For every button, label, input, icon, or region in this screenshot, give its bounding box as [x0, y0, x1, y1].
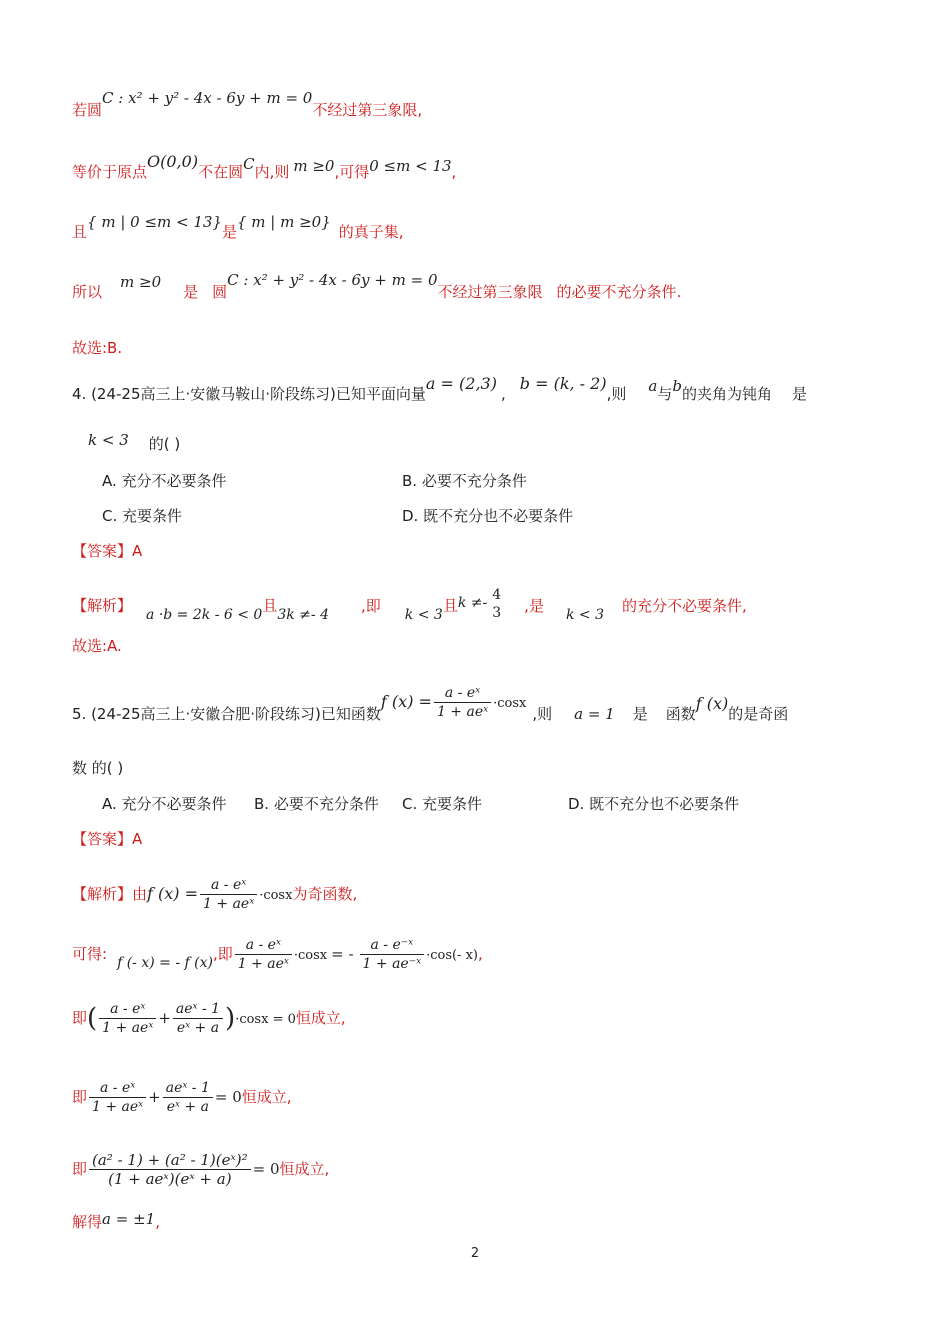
- text: 可得:: [72, 945, 108, 963]
- answer-4: 【答案】A: [72, 542, 143, 560]
- text: ,可得: [334, 163, 370, 181]
- circle-name: C: [243, 155, 255, 173]
- analysis-5-step-2: [72, 936, 483, 973]
- analysis-5-step-1: [72, 876, 357, 913]
- text: 是: [183, 283, 199, 301]
- option-a[interactable]: A. 充分不必要条件: [102, 795, 227, 813]
- condition: 3k ≠- 4: [277, 606, 330, 623]
- text: 即: [72, 1088, 88, 1106]
- text: 内,则: [254, 163, 290, 181]
- text: 4. (24-25高三上·安徽马鞍山·阶段练习)已知平面向量: [72, 385, 426, 403]
- analysis-5-step-4: 即 $\frac{\text{a - eˣ}}{\text{1 + aeˣ}}$ + $\frac{\text{aeˣ - 1}}{\text{eˣ + a}}$ = 0恒成立,: [72, 1080, 292, 1115]
- circle-equation: C : x² + y² - 4x - 6y + m = 0: [227, 271, 438, 289]
- function-fraction: $\frac{\text{a - eˣ}}{\text{1 + aeˣ}}$: [434, 684, 491, 721]
- text: 是: [632, 705, 648, 723]
- text: 是: [221, 223, 237, 241]
- inequality: k < 3: [88, 431, 129, 449]
- left-paren: (: [87, 1003, 98, 1034]
- text: 与: [657, 385, 673, 403]
- text: 不在圆: [198, 163, 244, 181]
- text: ,: [155, 1213, 160, 1231]
- analysis-5-step-6: [72, 1212, 160, 1232]
- option-d[interactable]: D. 既不充分也不必要条件: [402, 507, 574, 525]
- vector-a: a = (2,3): [425, 374, 497, 393]
- text: ,即: [361, 596, 381, 615]
- option-c[interactable]: C. 充要条件: [102, 507, 183, 525]
- right-paren: ): [225, 1003, 236, 1034]
- fraction-left: $\frac{\text{a - eˣ}}{\text{1 + aeˣ}}$: [235, 936, 292, 973]
- text: 等价于原点: [72, 163, 148, 181]
- inequality: k ≠-: [457, 594, 488, 611]
- inequality: m ≥0: [293, 157, 335, 175]
- text: 且: [262, 596, 278, 615]
- fraction-1: $\frac{\text{a - eˣ}}{\text{1 + aeˣ}}$: [99, 1000, 156, 1037]
- fraction-2: $\frac{\text{aeˣ - 1}}{\text{eˣ + a}}$: [173, 1000, 223, 1037]
- function-ref: f (x): [695, 694, 729, 713]
- text: 由: [132, 885, 148, 903]
- set-a: { m | 0 ≤m < 13}: [87, 213, 222, 231]
- var-a: a: [648, 377, 658, 395]
- text: 是: [791, 385, 807, 403]
- solution-value: a = ±1: [102, 1210, 156, 1228]
- analysis-5-step-5: [72, 1151, 329, 1188]
- question-5-stem: [72, 685, 789, 733]
- page-number: 2: [470, 1246, 480, 1261]
- text: 不经过第三象限: [437, 283, 543, 301]
- text: 的是奇函: [728, 705, 789, 723]
- function-name: f (x) =: [147, 884, 199, 903]
- range: 0 ≤m < 13: [369, 157, 452, 175]
- text: 的( ): [148, 435, 181, 453]
- option-c[interactable]: C. 充要条件: [402, 795, 483, 813]
- text: 若圆: [72, 101, 103, 119]
- option-a[interactable]: A. 充分不必要条件: [102, 472, 227, 490]
- set-b: { m | m ≥0}: [237, 213, 331, 231]
- text: 即: [72, 1009, 88, 1027]
- analysis-4: [72, 588, 747, 624]
- text: ,是: [524, 596, 544, 615]
- equals-minus: = -: [331, 945, 354, 963]
- dot-product: a ·b = 2k - 6 < 0: [146, 606, 263, 623]
- question-5-stem-cont: 数 的( ): [72, 759, 124, 777]
- fraction-2: $\frac{\text{aeˣ - 1}}{\text{eˣ + a}}$: [163, 1079, 213, 1116]
- value-a: a = 1: [574, 705, 615, 723]
- text: ,则: [532, 705, 553, 723]
- answer-5: 【答案】A: [72, 830, 143, 848]
- vector-b: b = (k, - 2): [519, 374, 607, 393]
- text: 解得: [72, 1213, 103, 1231]
- text: 圆: [212, 283, 228, 301]
- solution-line-origin: [72, 152, 457, 182]
- cos-term: ·cosx: [493, 696, 527, 711]
- question-4-stem: [72, 374, 807, 404]
- text: 恒成立,: [241, 1088, 292, 1106]
- text: 的充分不必要条件,: [621, 596, 747, 615]
- text: 为奇函数,: [292, 885, 358, 903]
- text: 且: [442, 596, 458, 615]
- analysis-label: 【解析】: [72, 596, 133, 615]
- cos-zero: ·cosx = 0: [235, 1012, 296, 1027]
- analysis-label: 【解析】: [72, 885, 133, 903]
- text: 故选:B.: [72, 339, 123, 357]
- text: 5. (24-25高三上·安徽合肥·阶段练习)已知函数: [72, 705, 381, 723]
- circle-equation: C : x² + y² - 4x - 6y + m = 0: [102, 89, 313, 107]
- solution-line-subset: [72, 213, 404, 242]
- fraction-right: $\frac{\text{a - e⁻ˣ}}{\text{1 + ae⁻ˣ}}$: [360, 936, 425, 973]
- function-fraction: $\frac{\text{a - eˣ}}{\text{1 + aeˣ}}$: [200, 876, 257, 913]
- odd-function-condition: f (- x) = - f (x): [117, 955, 213, 971]
- text: 的真子集,: [338, 223, 404, 241]
- solution-line-circle: [72, 89, 423, 120]
- text: 不经过第三象限,: [312, 101, 423, 119]
- var-b: b: [672, 377, 682, 395]
- text: 恒成立,: [295, 1009, 346, 1027]
- origin-point: O(0,0): [147, 152, 199, 171]
- option-d[interactable]: D. 既不充分也不必要条件: [568, 795, 740, 813]
- fraction-1: $\frac{\text{a - eˣ}}{\text{1 + aeˣ}}$: [89, 1079, 146, 1116]
- cos-neg-term: ·cos(- x): [426, 948, 478, 963]
- text: 即: [72, 1160, 88, 1178]
- combined-fraction: $\frac{\text{(a² - 1) + (a² - 1)(eˣ)²}}{\text{(1 + aeˣ)(eˣ + a)}}$: [89, 1151, 251, 1188]
- option-b[interactable]: B. 必要不充分条件: [402, 472, 527, 490]
- equals-zero: = 0: [214, 1088, 242, 1106]
- text: ,则: [606, 385, 627, 403]
- option-b[interactable]: B. 必要不充分条件: [254, 795, 379, 813]
- inequality: k < 3: [404, 606, 443, 623]
- equals-zero: = 0: [252, 1160, 280, 1178]
- inequality: k < 3: [565, 606, 604, 623]
- text: 所以: [72, 283, 103, 301]
- question-4-stem-cont: [88, 431, 181, 454]
- conclusion-4: 故选:A.: [72, 637, 122, 655]
- cos-term: ·cosx: [259, 888, 293, 903]
- solution-choice: [72, 338, 122, 358]
- text: ,: [500, 385, 506, 403]
- analysis-5-step-3: 即( $\frac{\text{a - eˣ}}{\text{1 + aeˣ}}$ + $\frac{\text{aeˣ - 1}}{\text{eˣ + a}}$ )·cosx = 0恒成立,: [72, 1001, 346, 1036]
- cos-term: ·cosx: [293, 948, 328, 963]
- inequality: m ≥0: [120, 273, 162, 291]
- fraction-four-thirds: 4 3: [492, 587, 502, 621]
- text: ,: [451, 163, 457, 181]
- text: 且: [72, 223, 88, 241]
- text: ,: [478, 945, 483, 963]
- text: 的必要不充分条件.: [556, 283, 682, 301]
- text: ,即: [212, 945, 233, 963]
- text: 的夹角为钝角: [681, 385, 772, 403]
- text: 函数: [665, 705, 696, 723]
- function-name: f (x) =: [380, 692, 432, 711]
- solution-line-conclusion: [72, 271, 682, 302]
- text: 恒成立,: [279, 1160, 330, 1178]
